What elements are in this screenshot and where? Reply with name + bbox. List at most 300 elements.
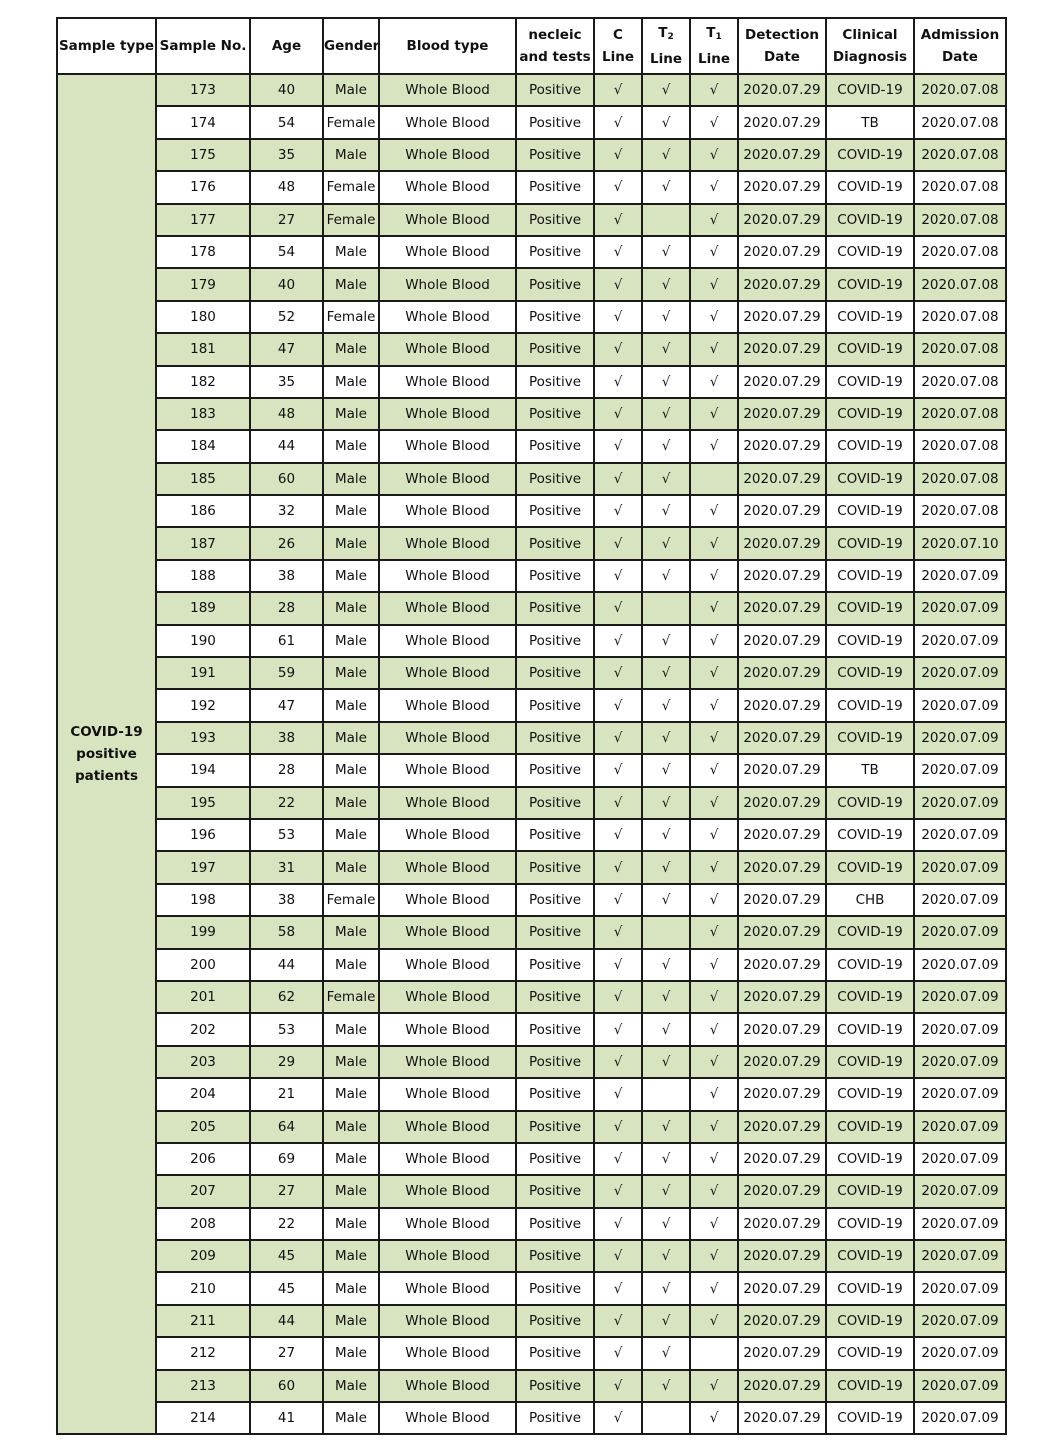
header-detection-line1: Detection	[745, 27, 819, 43]
table-row	[57, 592, 1006, 624]
header-clinical-line1: Clinical	[842, 27, 898, 43]
blood-type-cell: Whole Blood	[379, 1240, 516, 1272]
t2-line-cell: √	[642, 1208, 690, 1240]
gender-cell: Male	[323, 625, 379, 657]
nucleic-test-cell: Positive	[516, 1111, 594, 1143]
t1-line-cell: √	[690, 1175, 738, 1207]
age-cell: 35	[250, 366, 323, 398]
c-line-cell: √	[594, 689, 642, 721]
admission-date-cell: 2020.07.08	[914, 139, 1006, 171]
sample-no-cell: 213	[156, 1370, 250, 1402]
clinical-diagnosis-cell: TB	[826, 754, 914, 786]
detection-date-cell: 2020.07.29	[738, 1337, 826, 1369]
detection-date-cell: 2020.07.29	[738, 949, 826, 981]
admission-date-cell: 2020.07.08	[914, 333, 1006, 365]
blood-type-cell: Whole Blood	[379, 301, 516, 333]
gender-cell: Male	[323, 1370, 379, 1402]
clinical-diagnosis-cell: CHB	[826, 884, 914, 916]
gender-cell: Male	[323, 1402, 379, 1434]
blood-type-cell: Whole Blood	[379, 268, 516, 300]
table-row	[57, 1337, 1006, 1369]
age-cell: 53	[250, 1013, 323, 1045]
sample-no-cell: 175	[156, 139, 250, 171]
sample-no-cell: 192	[156, 689, 250, 721]
age-cell: 44	[250, 430, 323, 462]
table-row	[57, 916, 1006, 948]
detection-date-cell: 2020.07.29	[738, 1402, 826, 1434]
sample-no-cell: 204	[156, 1078, 250, 1110]
clinical-diagnosis-cell: COVID-19	[826, 1305, 914, 1337]
detection-date-cell: 2020.07.29	[738, 495, 826, 527]
admission-date-cell: 2020.07.09	[914, 916, 1006, 948]
blood-type-cell: Whole Blood	[379, 1370, 516, 1402]
blood-type-cell: Whole Blood	[379, 851, 516, 883]
admission-date-cell: 2020.07.09	[914, 1402, 1006, 1434]
gender-cell: Male	[323, 657, 379, 689]
nucleic-test-cell: Positive	[516, 1175, 594, 1207]
clinical-diagnosis-cell: COVID-19	[826, 366, 914, 398]
clinical-diagnosis-cell: COVID-19	[826, 1078, 914, 1110]
gender-cell: Male	[323, 1013, 379, 1045]
table-row	[57, 495, 1006, 527]
gender-cell: Male	[323, 592, 379, 624]
admission-date-cell: 2020.07.08	[914, 106, 1006, 138]
detection-date-cell: 2020.07.29	[738, 884, 826, 916]
admission-date-cell: 2020.07.08	[914, 204, 1006, 236]
sample-no-cell: 210	[156, 1272, 250, 1304]
detection-date-cell: 2020.07.29	[738, 1305, 826, 1337]
age-cell: 60	[250, 463, 323, 495]
sample-no-cell: 178	[156, 236, 250, 268]
t2-line-cell: √	[642, 657, 690, 689]
c-line-cell: √	[594, 398, 642, 430]
clinical-diagnosis-cell: COVID-19	[826, 301, 914, 333]
sample-no-cell: 196	[156, 819, 250, 851]
table-row	[57, 1078, 1006, 1110]
t1-line-cell: √	[690, 398, 738, 430]
t2-line-cell: √	[642, 560, 690, 592]
admission-date-cell: 2020.07.09	[914, 1337, 1006, 1369]
age-cell: 27	[250, 1175, 323, 1207]
t1-line-cell: √	[690, 754, 738, 786]
t1-line-cell: √	[690, 819, 738, 851]
header-t1-line-word: Line	[698, 51, 730, 67]
c-line-cell: √	[594, 949, 642, 981]
t2-line-cell: √	[642, 268, 690, 300]
table-row	[57, 1240, 1006, 1272]
admission-date-cell: 2020.07.08	[914, 74, 1006, 106]
c-line-cell: √	[594, 333, 642, 365]
c-line-cell: √	[594, 1078, 642, 1110]
blood-type-cell: Whole Blood	[379, 139, 516, 171]
detection-date-cell: 2020.07.29	[738, 1078, 826, 1110]
blood-type-cell: Whole Blood	[379, 1111, 516, 1143]
t1-line-cell: √	[690, 171, 738, 203]
c-line-cell: √	[594, 463, 642, 495]
sample-no-cell: 199	[156, 916, 250, 948]
detection-date-cell: 2020.07.29	[738, 398, 826, 430]
c-line-cell: √	[594, 1272, 642, 1304]
age-cell: 28	[250, 754, 323, 786]
admission-date-cell: 2020.07.09	[914, 657, 1006, 689]
t2-line-cell	[642, 592, 690, 624]
t2-line-cell: √	[642, 1143, 690, 1175]
clinical-diagnosis-cell: COVID-19	[826, 916, 914, 948]
t1-line-cell: √	[690, 592, 738, 624]
header-detection-date	[738, 18, 826, 74]
header-detection-line2: Date	[764, 49, 800, 65]
sample-no-cell: 211	[156, 1305, 250, 1337]
gender-cell: Male	[323, 527, 379, 559]
sample-no-cell: 186	[156, 495, 250, 527]
header-clinical-diagnosis	[826, 18, 914, 74]
admission-date-cell: 2020.07.09	[914, 787, 1006, 819]
nucleic-test-cell: Positive	[516, 787, 594, 819]
clinical-diagnosis-cell: COVID-19	[826, 689, 914, 721]
t1-line-cell: √	[690, 527, 738, 559]
gender-cell: Female	[323, 981, 379, 1013]
blood-type-cell: Whole Blood	[379, 1337, 516, 1369]
clinical-diagnosis-cell: COVID-19	[826, 204, 914, 236]
gender-cell: Female	[323, 301, 379, 333]
table-row	[57, 106, 1006, 138]
detection-date-cell: 2020.07.29	[738, 236, 826, 268]
sample-no-cell: 197	[156, 851, 250, 883]
clinical-diagnosis-cell: COVID-19	[826, 1272, 914, 1304]
admission-date-cell: 2020.07.09	[914, 851, 1006, 883]
t2-line-cell	[642, 1402, 690, 1434]
nucleic-test-cell: Positive	[516, 884, 594, 916]
c-line-cell: √	[594, 560, 642, 592]
detection-date-cell: 2020.07.29	[738, 139, 826, 171]
admission-date-cell: 2020.07.09	[914, 1175, 1006, 1207]
sample-no-cell: 176	[156, 171, 250, 203]
sample-no-cell: 206	[156, 1143, 250, 1175]
clinical-diagnosis-cell: COVID-19	[826, 527, 914, 559]
table-row	[57, 560, 1006, 592]
blood-type-cell: Whole Blood	[379, 495, 516, 527]
table-row	[57, 430, 1006, 462]
admission-date-cell: 2020.07.09	[914, 1305, 1006, 1337]
gender-cell: Male	[323, 139, 379, 171]
gender-cell: Male	[323, 1337, 379, 1369]
t1-line-cell: √	[690, 204, 738, 236]
c-line-cell: √	[594, 819, 642, 851]
c-line-cell: √	[594, 1143, 642, 1175]
clinical-diagnosis-cell: COVID-19	[826, 1208, 914, 1240]
clinical-diagnosis-cell: COVID-19	[826, 430, 914, 462]
t2-line-cell: √	[642, 106, 690, 138]
sample-no-cell: 195	[156, 787, 250, 819]
gender-cell: Male	[323, 366, 379, 398]
c-line-cell: √	[594, 139, 642, 171]
detection-date-cell: 2020.07.29	[738, 819, 826, 851]
t2-line-cell: √	[642, 625, 690, 657]
blood-type-cell: Whole Blood	[379, 916, 516, 948]
nucleic-test-cell: Positive	[516, 1208, 594, 1240]
c-line-cell: √	[594, 1208, 642, 1240]
blood-type-cell: Whole Blood	[379, 171, 516, 203]
gender-cell: Male	[323, 819, 379, 851]
detection-date-cell: 2020.07.29	[738, 722, 826, 754]
age-cell: 35	[250, 139, 323, 171]
detection-date-cell: 2020.07.29	[738, 463, 826, 495]
table-row	[57, 1143, 1006, 1175]
t2-line-cell: √	[642, 366, 690, 398]
sample-no-cell: 201	[156, 981, 250, 1013]
age-cell: 54	[250, 106, 323, 138]
detection-date-cell: 2020.07.29	[738, 333, 826, 365]
nucleic-test-cell: Positive	[516, 1046, 594, 1078]
gender-cell: Male	[323, 949, 379, 981]
t2-line-cell: √	[642, 1272, 690, 1304]
c-line-cell: √	[594, 301, 642, 333]
c-line-cell: √	[594, 236, 642, 268]
nucleic-test-cell: Positive	[516, 851, 594, 883]
detection-date-cell: 2020.07.29	[738, 74, 826, 106]
t2-line-cell: √	[642, 171, 690, 203]
nucleic-test-cell: Positive	[516, 1143, 594, 1175]
blood-type-cell: Whole Blood	[379, 430, 516, 462]
sample-no-cell: 205	[156, 1111, 250, 1143]
clinical-diagnosis-cell: COVID-19	[826, 1111, 914, 1143]
clinical-diagnosis-cell: COVID-19	[826, 463, 914, 495]
clinical-diagnosis-cell: COVID-19	[826, 1175, 914, 1207]
t2-line-cell: √	[642, 301, 690, 333]
blood-type-cell: Whole Blood	[379, 1046, 516, 1078]
gender-cell: Male	[323, 1143, 379, 1175]
admission-date-cell: 2020.07.08	[914, 171, 1006, 203]
clinical-diagnosis-cell: COVID-19	[826, 1337, 914, 1369]
nucleic-test-cell: Positive	[516, 1078, 594, 1110]
nucleic-test-cell: Positive	[516, 819, 594, 851]
admission-date-cell: 2020.07.09	[914, 1046, 1006, 1078]
age-cell: 26	[250, 527, 323, 559]
blood-type-cell: Whole Blood	[379, 1013, 516, 1045]
results-table	[56, 17, 1007, 1435]
gender-cell: Male	[323, 398, 379, 430]
sample-type-label-line: positive	[76, 746, 137, 763]
nucleic-test-cell: Positive	[516, 722, 594, 754]
sample-no-cell: 207	[156, 1175, 250, 1207]
admission-date-cell: 2020.07.09	[914, 1013, 1006, 1045]
admission-date-cell: 2020.07.09	[914, 819, 1006, 851]
sample-type-label-line: patients	[74, 768, 139, 785]
table-row	[57, 1208, 1006, 1240]
table-row	[57, 1305, 1006, 1337]
age-cell: 45	[250, 1272, 323, 1304]
table-row	[57, 398, 1006, 430]
sample-no-cell: 174	[156, 106, 250, 138]
c-line-cell: √	[594, 1370, 642, 1402]
gender-cell: Male	[323, 1240, 379, 1272]
t2-line-cell: √	[642, 787, 690, 819]
table-row	[57, 301, 1006, 333]
table-row	[57, 139, 1006, 171]
c-line-cell: √	[594, 916, 642, 948]
blood-type-cell: Whole Blood	[379, 625, 516, 657]
detection-date-cell: 2020.07.29	[738, 301, 826, 333]
blood-type-cell: Whole Blood	[379, 463, 516, 495]
t2-line-cell: √	[642, 398, 690, 430]
gender-cell: Male	[323, 268, 379, 300]
sample-no-cell: 209	[156, 1240, 250, 1272]
gender-cell: Male	[323, 1305, 379, 1337]
sample-no-cell: 198	[156, 884, 250, 916]
blood-type-cell: Whole Blood	[379, 787, 516, 819]
header-clinical-line2: Diagnosis	[832, 49, 908, 65]
detection-date-cell: 2020.07.29	[738, 1111, 826, 1143]
t2-line-cell	[642, 916, 690, 948]
nucleic-test-cell: Positive	[516, 268, 594, 300]
age-cell: 44	[250, 1305, 323, 1337]
nucleic-test-cell: Positive	[516, 981, 594, 1013]
table-row	[57, 268, 1006, 300]
gender-cell: Male	[323, 851, 379, 883]
clinical-diagnosis-cell: COVID-19	[826, 1143, 914, 1175]
age-cell: 52	[250, 301, 323, 333]
clinical-diagnosis-cell: COVID-19	[826, 819, 914, 851]
nucleic-test-cell: Positive	[516, 592, 594, 624]
t1-line-cell: √	[690, 1143, 738, 1175]
t1-line-cell: √	[690, 366, 738, 398]
clinical-diagnosis-cell: COVID-19	[826, 1370, 914, 1402]
admission-date-cell: 2020.07.08	[914, 398, 1006, 430]
nucleic-test-cell: Positive	[516, 754, 594, 786]
age-cell: 60	[250, 1370, 323, 1402]
t1-line-cell: √	[690, 1013, 738, 1045]
c-line-cell: √	[594, 106, 642, 138]
detection-date-cell: 2020.07.29	[738, 657, 826, 689]
table-row	[57, 754, 1006, 786]
age-cell: 69	[250, 1143, 323, 1175]
clinical-diagnosis-cell: COVID-19	[826, 787, 914, 819]
t1-line-cell: √	[690, 106, 738, 138]
clinical-diagnosis-cell: COVID-19	[826, 560, 914, 592]
t2-line-cell: √	[642, 851, 690, 883]
table-row	[57, 236, 1006, 268]
blood-type-cell: Whole Blood	[379, 1305, 516, 1337]
c-line-cell: √	[594, 204, 642, 236]
nucleic-test-cell: Positive	[516, 1272, 594, 1304]
nucleic-test-cell: Positive	[516, 1370, 594, 1402]
table-row	[57, 1046, 1006, 1078]
t1-line-cell: √	[690, 236, 738, 268]
gender-cell: Male	[323, 560, 379, 592]
nucleic-test-cell: Positive	[516, 1305, 594, 1337]
blood-type-cell: Whole Blood	[379, 366, 516, 398]
t1-line-cell: √	[690, 981, 738, 1013]
nucleic-test-cell: Positive	[516, 1013, 594, 1045]
gender-cell: Female	[323, 106, 379, 138]
nucleic-test-cell: Positive	[516, 1402, 594, 1434]
t2-line-cell: √	[642, 722, 690, 754]
blood-type-cell: Whole Blood	[379, 333, 516, 365]
nucleic-test-cell: Positive	[516, 301, 594, 333]
clinical-diagnosis-cell: TB	[826, 106, 914, 138]
blood-type-cell: Whole Blood	[379, 722, 516, 754]
table-row	[57, 787, 1006, 819]
t1-line-cell: √	[690, 268, 738, 300]
t2-line-cell: √	[642, 819, 690, 851]
blood-type-cell: Whole Blood	[379, 106, 516, 138]
header-sample-type: Sample type	[57, 18, 156, 74]
nucleic-test-cell: Positive	[516, 689, 594, 721]
admission-date-cell: 2020.07.09	[914, 560, 1006, 592]
age-cell: 62	[250, 981, 323, 1013]
age-cell: 22	[250, 1208, 323, 1240]
detection-date-cell: 2020.07.29	[738, 1143, 826, 1175]
age-cell: 27	[250, 1337, 323, 1369]
t2-line-cell: √	[642, 333, 690, 365]
sample-type-group-cell	[57, 74, 156, 1434]
table-row	[57, 689, 1006, 721]
detection-date-cell: 2020.07.29	[738, 851, 826, 883]
t1-line-cell: √	[690, 884, 738, 916]
c-line-cell: √	[594, 722, 642, 754]
detection-date-cell: 2020.07.29	[738, 171, 826, 203]
detection-date-cell: 2020.07.29	[738, 268, 826, 300]
c-line-cell: √	[594, 592, 642, 624]
blood-type-cell: Whole Blood	[379, 74, 516, 106]
age-cell: 38	[250, 722, 323, 754]
t2-line-cell: √	[642, 1370, 690, 1402]
sample-no-cell: 187	[156, 527, 250, 559]
gender-cell: Male	[323, 787, 379, 819]
blood-type-cell: Whole Blood	[379, 527, 516, 559]
t2-line-cell: √	[642, 527, 690, 559]
sample-no-cell: 200	[156, 949, 250, 981]
blood-type-cell: Whole Blood	[379, 819, 516, 851]
admission-date-cell: 2020.07.09	[914, 592, 1006, 624]
detection-date-cell: 2020.07.29	[738, 625, 826, 657]
detection-date-cell: 2020.07.29	[738, 366, 826, 398]
t1-line-cell	[690, 463, 738, 495]
header-nucleic-tests	[516, 18, 594, 74]
sample-no-cell: 193	[156, 722, 250, 754]
blood-type-cell: Whole Blood	[379, 204, 516, 236]
detection-date-cell: 2020.07.29	[738, 689, 826, 721]
t2-line-cell: √	[642, 236, 690, 268]
table-row	[57, 657, 1006, 689]
gender-cell: Male	[323, 495, 379, 527]
gender-cell: Male	[323, 1111, 379, 1143]
blood-type-cell: Whole Blood	[379, 1078, 516, 1110]
t1-line-cell: √	[690, 689, 738, 721]
blood-type-cell: Whole Blood	[379, 236, 516, 268]
detection-date-cell: 2020.07.29	[738, 1208, 826, 1240]
detection-date-cell: 2020.07.29	[738, 1370, 826, 1402]
nucleic-test-cell: Positive	[516, 625, 594, 657]
t1-line-cell: √	[690, 1078, 738, 1110]
table-row	[57, 884, 1006, 916]
age-cell: 27	[250, 204, 323, 236]
gender-cell: Male	[323, 916, 379, 948]
t1-line-cell: √	[690, 787, 738, 819]
clinical-diagnosis-cell: COVID-19	[826, 1240, 914, 1272]
age-cell: 48	[250, 398, 323, 430]
age-cell: 47	[250, 333, 323, 365]
clinical-diagnosis-cell: COVID-19	[826, 1046, 914, 1078]
age-cell: 21	[250, 1078, 323, 1110]
detection-date-cell: 2020.07.29	[738, 1046, 826, 1078]
age-cell: 64	[250, 1111, 323, 1143]
blood-type-cell: Whole Blood	[379, 754, 516, 786]
t2-line-cell: √	[642, 1046, 690, 1078]
age-cell: 58	[250, 916, 323, 948]
age-cell: 31	[250, 851, 323, 883]
age-cell: 53	[250, 819, 323, 851]
